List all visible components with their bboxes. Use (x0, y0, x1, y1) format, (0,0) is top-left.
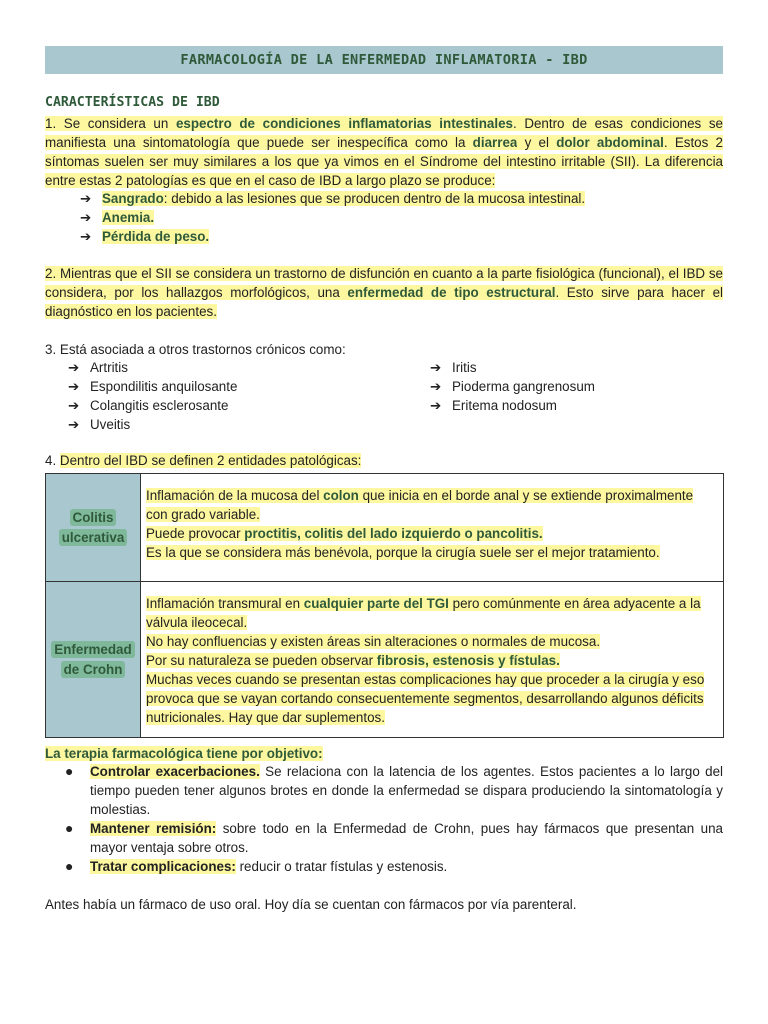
p2-text-c: . Esto sirve para hacer el diagnóstico en los pacientes. (45, 285, 723, 319)
paragraph-3-intro (45, 340, 723, 359)
p1-text-a: 1. Se considera un (45, 116, 176, 131)
arrow-icon: ➔ (68, 417, 80, 432)
table-row (46, 582, 724, 738)
table-row (46, 474, 724, 582)
list-item-text: Pioderma gangrenosum (452, 379, 595, 394)
list-item (68, 396, 237, 415)
label-colitis-2: ulcerativa (59, 529, 128, 546)
crohn-l1-c: pero comúnmente en área adyacente a la válvula ileocecal. (146, 596, 701, 630)
list-item (68, 415, 237, 434)
label-colitis-1: Colitis (70, 509, 117, 526)
therapy-text: sobre todo en la Enfermedad de Crohn, pues hay fármacos que presentan una mayor ventaja sobre otros. (90, 821, 723, 855)
therapy-heading: La terapia farmacológica tiene por objetivo: (45, 746, 323, 761)
p1-term-diarrea: diarrea (472, 135, 518, 150)
therapy-list (45, 762, 723, 876)
list-item-text: Colangitis esclerosante (90, 398, 229, 413)
crohn-term-complications: fibrosis, estenosis y fístulas. (376, 653, 560, 668)
colitis-l3: Es la que se considera más benévola, porque la cirugía suele ser el mejor tratamiento. (146, 545, 660, 560)
colitis-term-types: proctitis, colitis del lado izquierdo o pancolitis. (244, 526, 543, 541)
therapy-heading-block (45, 744, 723, 763)
therapy-bold: Controlar exacerbaciones. (90, 764, 260, 779)
p1-term-spectrum: espectro de condiciones inflamatorias intestinales (175, 116, 513, 131)
list-item (80, 227, 585, 246)
list-item (45, 857, 723, 876)
p1-term-dolor: dolor abdominal (556, 135, 664, 150)
list-item (430, 358, 595, 377)
bullet-icon: ● (65, 820, 74, 836)
list-item (68, 377, 237, 396)
therapy-bold: Mantener remisión: (90, 821, 217, 836)
row-label-colitis (46, 474, 141, 582)
row-label-crohn (46, 582, 141, 738)
bullet-icon: ● (65, 858, 74, 874)
bullet-icon: ● (65, 763, 74, 779)
arrow-icon: ➔ (80, 229, 92, 244)
colitis-l1-c: que inicia en el borde anal y se extiende proximalmente con grado variable. (146, 488, 694, 522)
list-item-text: Espondilitis anquilosante (90, 379, 238, 394)
crohn-l3-a: Por su naturaleza se pueden observar (146, 653, 377, 668)
therapy-text: Se relaciona con la latencia de los agentes. Estos pacientes a lo largo del tiempo pueden tener algunos brotes en donde la enfermedad se dispara produciendo la sintomatología y molestias. (90, 764, 723, 817)
paragraph-1 (45, 114, 723, 190)
p3-intro: 3. Está asociada a otros trastornos crónicos como: (45, 342, 346, 357)
colitis-l2-a: Puede provocar (146, 526, 245, 541)
list-item-bold: Pérdida de peso. (102, 229, 210, 244)
list-item-text: Uveitis (90, 417, 131, 432)
label-crohn-2: de Crohn (61, 661, 126, 678)
list-item (45, 762, 723, 819)
colitis-l1-a: Inflamación de la mucosa del (146, 488, 324, 503)
arrow-icon: ➔ (430, 379, 442, 394)
p2-text-a: 2. Mientras que el SII se considera un trastorno de disfunción en cuanto a la parte fisiológica (funcional), el IBD se considera, por los hallazgos morfológicos, una (45, 266, 723, 300)
closing-paragraph: Antes había un fármaco de uso oral. Hoy día se cuentan con fármacos por vía parenteral. (45, 897, 577, 912)
list-item-bold: Sangrado (102, 191, 164, 206)
arrow-icon: ➔ (430, 398, 442, 413)
list-item (80, 208, 585, 227)
p2-term-structural: enfermedad de tipo estructural (347, 285, 556, 300)
document-title: FARMACOLOGÍA DE LA ENFERMEDAD INFLAMATORIA - IBD (180, 52, 588, 68)
list-item-text: Iritis (452, 360, 477, 375)
p4-number: 4. (45, 453, 57, 468)
paragraph-4 (45, 451, 723, 470)
crohn-l1-a: Inflamación transmural en (146, 596, 304, 611)
row-content-crohn (141, 582, 724, 738)
p1-text-c: . Dentro de esas condiciones se manifiesta una sintomatología que puede ser inespecífica como la (45, 116, 723, 150)
therapy-text: reducir o tratar fístulas y estenosis. (235, 859, 448, 874)
list-item (430, 396, 595, 415)
label-crohn-1: Enfermedad (51, 641, 134, 658)
section-heading: CARACTERÍSTICAS DE IBD (45, 95, 220, 110)
arrow-icon: ➔ (68, 379, 80, 394)
crohn-l2: No hay confluencias y existen áreas sin alteraciones o normales de mucosa. (146, 634, 601, 649)
ibd-entities-table (45, 473, 724, 738)
title-bar (45, 46, 723, 74)
therapy-bold: Tratar complicaciones: (90, 859, 236, 874)
p3-list-right (430, 358, 595, 415)
arrow-icon: ➔ (80, 210, 92, 225)
list-item (80, 189, 585, 208)
row-content-colitis (141, 474, 724, 582)
list-item (430, 377, 595, 396)
list-item (68, 358, 237, 377)
list-item-bold: Anemia. (102, 210, 155, 225)
arrow-icon: ➔ (80, 191, 92, 206)
list-item-text: Eritema nodosum (452, 398, 557, 413)
paragraph-2 (45, 264, 723, 321)
p1-text-e: y el (517, 135, 557, 150)
list-item-text: : debido a las lesiones que se producen dentro de la mucosa intestinal. (163, 191, 586, 206)
list-item-text: Artritis (90, 360, 128, 375)
p4-text: Dentro del IBD se definen 2 entidades patológicas: (59, 453, 362, 468)
crohn-term-tgi: cualquier parte del TGI (303, 596, 449, 611)
p3-list-left (68, 358, 237, 434)
p1-text-g: . Estos 2 síntomas suelen ser muy similares a los que ya vimos en el Síndrome del intestino irritable (SII). La diferencia entre estas 2 patologías es que en el caso de IBD a largo plazo se produce: (45, 135, 723, 188)
colitis-term-colon: colon (323, 488, 359, 503)
list-item (45, 819, 723, 857)
arrow-icon: ➔ (68, 360, 80, 375)
arrow-icon: ➔ (68, 398, 80, 413)
arrow-icon: ➔ (430, 360, 442, 375)
p1-arrow-list (80, 189, 585, 246)
crohn-l4: Muchas veces cuando se presentan estas complicaciones hay que proceder a la cirugía y eso provoca que se vayan cortando consecuentemente segmentos, desarrollando algunos déficits nutricionales. Hay que dar suplementos. (146, 672, 705, 725)
